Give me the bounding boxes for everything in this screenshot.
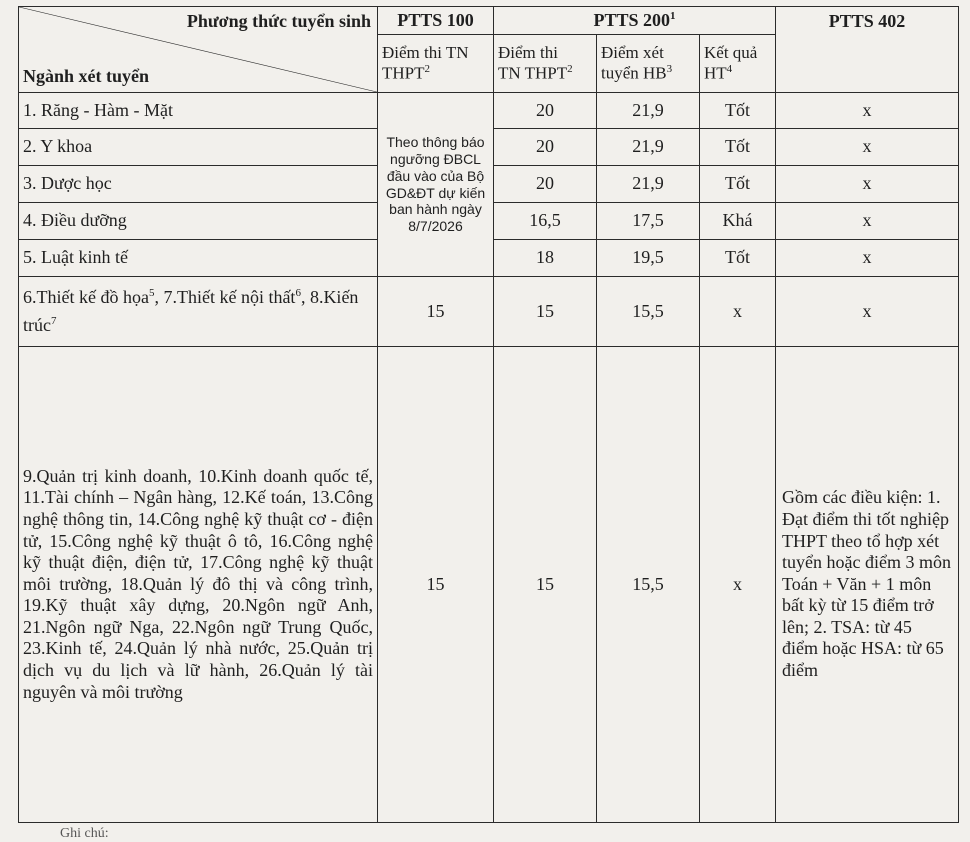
score-100-cell: 15 xyxy=(378,347,494,823)
table-row xyxy=(19,93,959,129)
score-hb-cell: 21,9 xyxy=(597,129,700,166)
score-hb-cell: 21,9 xyxy=(597,93,700,129)
ptts402-header: PTTS 402 xyxy=(776,7,959,93)
score-thi-cell: 15 xyxy=(494,277,597,347)
ptts100-header: PTTS 100 xyxy=(378,7,494,35)
ptts402-conditions-cell: Gồm các điều kiện: 1. Đạt điểm thi tốt nghiệp THPT theo tổ hợp xét tuyển hoặc điểm 3 môn Toán + Văn + 1 môn bất kỳ từ 15 điểm trở lên; 2. TSA: từ 45 điểm hoặc HSA: từ 65 điểm xyxy=(776,347,959,823)
result-ht-cell: Tốt xyxy=(700,129,776,166)
score-thi-cell: 20 xyxy=(494,129,597,166)
major-cell: 2. Y khoa xyxy=(19,129,378,166)
ptts402-cell: x xyxy=(776,93,959,129)
col-100-header: Điểm thi TN THPT$^2$ xyxy=(378,35,494,93)
ptts402-cell: x xyxy=(776,129,959,166)
major-cell: 1. Răng - Hàm - Mặt xyxy=(19,93,378,129)
score-hb-cell: 19,5 xyxy=(597,240,700,277)
result-ht-cell: Tốt xyxy=(700,240,776,277)
score-thi-cell: 16,5 xyxy=(494,203,597,240)
table-row xyxy=(19,347,959,823)
score-hb-cell: 15,5 xyxy=(597,277,700,347)
method-header: Phương thức tuyển sinh xyxy=(186,11,371,31)
major-cell: 4. Điều dưỡng xyxy=(19,203,378,240)
footer-note-fragment: Ghi chú: xyxy=(60,826,109,841)
score-thi-cell: 15 xyxy=(494,347,597,823)
major-header: Ngành xét tuyển xyxy=(23,66,150,87)
header-row-1 xyxy=(19,7,959,35)
admission-table xyxy=(18,6,959,823)
score-thi-cell: 20 xyxy=(494,93,597,129)
table-row xyxy=(19,277,959,347)
major-cell-design: 6.Thiết kế đồ họa$^5$, 7.Thiết kế nội thất$^6$, 8.Kiến trúc$^7$ xyxy=(19,277,378,347)
major-cell: 3. Dược học xyxy=(19,166,378,203)
col-200a-header: Điểm thi TN THPT$^2$ xyxy=(494,35,597,93)
result-ht-cell: Tốt xyxy=(700,93,776,129)
result-ht-cell: Tốt xyxy=(700,166,776,203)
result-ht-cell: x xyxy=(700,277,776,347)
score-hb-cell: 21,9 xyxy=(597,166,700,203)
ptts402-cell: x xyxy=(776,166,959,203)
col-200c-header: Kết quả $HT^4$ xyxy=(700,35,776,93)
ptts402-cell: x xyxy=(776,240,959,277)
major-cell-general: 9.Quản trị kinh doanh, 10.Kinh doanh quốc tế, 11.Tài chính – Ngân hàng, 12.Kế toán, 13.Công nghệ thông tin, 14.Công nghệ kỹ thuật cơ - điện tử, 15.Công nghệ kỹ thuật ô tô, 16.Công nghệ kỹ thuật điện, điện tử, 17.Công nghệ kỹ thuật môi trường, 18.Quản lý đô thị và công trình, 19.Kỹ thuật xây dựng, 20.Ngôn ngữ Anh, 21.Ngôn ngữ Nga, 22.Ngôn ngữ Trung Quốc, 23.Kinh tế, 24.Quản lý nhà nước, 25.Quản trị dịch vụ du lịch và lữ hành, 26.Quản lý tài nguyên và môi trường xyxy=(19,347,378,823)
score-hb-cell: 17,5 xyxy=(597,203,700,240)
major-cell: 5. Luật kinh tế xyxy=(19,240,378,277)
score-thi-cell: 18 xyxy=(494,240,597,277)
ptts200-header: PTTS $200^1$ xyxy=(494,7,776,35)
score-hb-cell: 15,5 xyxy=(597,347,700,823)
score-thi-cell: 20 xyxy=(494,166,597,203)
diagonal-header-cell xyxy=(19,7,378,93)
ptts402-cell: x xyxy=(776,203,959,240)
result-ht-cell: x xyxy=(700,347,776,823)
result-ht-cell: Khá xyxy=(700,203,776,240)
col-200b-header: Điểm xét tuyển $HB^3$ xyxy=(597,35,700,93)
ptts402-cell: x xyxy=(776,277,959,347)
merged-threshold-note: Theo thông báo ngưỡng ĐBCL đầu vào của Bộ GD&ĐT dự kiến ban hành ngày 8/7/2026 xyxy=(378,93,494,277)
score-100-cell: 15 xyxy=(378,277,494,347)
